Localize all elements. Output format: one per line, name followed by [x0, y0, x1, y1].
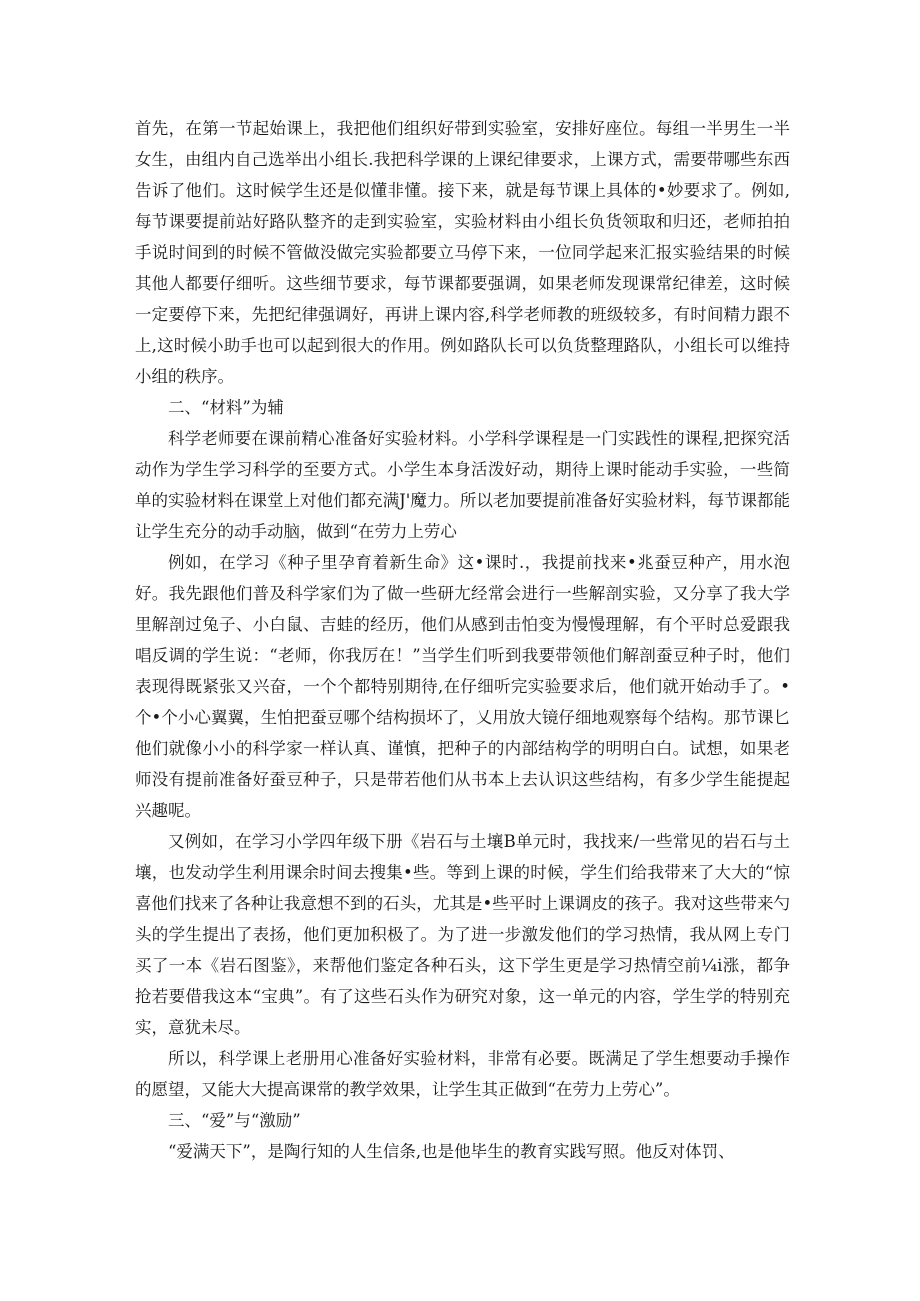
document-body: [135, 113, 790, 1167]
paragraph-rock-example: 又例如，在学习小学四年级下册《岩石与土壤B单元时，我找来/一些常见的岩石与土壤，也发动学生利用课余时间去搜集•些。等到上课的时候，学生们给我带来了大大的“惊喜他们找来了各种让我意想不到的石头，尤其是•些平时上课调皮的孩子。我对这些带来勺头的学生提出了表扬，他们更加积极了。为了进一步激发他们的学习热情，我从网上专门买了一本《岩石图鉴》，来帮他们鉴定各种石头，这下学生更是学习热情空前¼i涨，都争抢若要借我这本“宝典”。有了这些石头作为研究对象，这一单元的内容，学生学的特别充实，意犹未尽。: [135, 832, 790, 1037]
paragraph-materials-conclusion: 所以，科学课上老册用心准备好实验材料，非常有必要。既满足了学生想要动手操作的愿望，又能大大提高课常的教学效果，让学生其正做到“在劳力上劳心”。: [135, 1049, 790, 1099]
paragraph-prepare-materials: 科学老师要在课前精心准备好实验材料。小学科学课程是一门实践性的课程,把探究活动作为学生学习科学的至要方式。小学生本身活泼好动，期待上课时能动手实验，一些简单的实验材料在课堂上对他们都充满J'魔力。所以老加要提前准备好实验材料，每节课都能让学生充分的动手动脑，做到“在劳力上劳心: [135, 429, 790, 541]
paragraph-love-quote: “爱满天下”，是陶行知的人生信条,也是他毕生的教育实践写照。他反对体罚、: [168, 1142, 735, 1161]
paragraph-seed-example: 例如，在学习《种子里孕育着新生命》这•课时.，我提前找来•兆蚕豆种产，用水泡好。我先跟他们普及科学家们为了做一些研尢经常会进行一些解剖实验，又分享了我大学里解剖过兔子、小白鼠、吉蛙的经历，他们从感到击怕变为慢慢理解，有个平时总爱跟我唱反调的学生说：“老师，你我厉在！”当学生们听到我要带领他们解剖蚕豆种子时，他们表现得既紧张又兴奋，一个个都特别期待,在仔细听完实验要求后，他们就开始动手了。•个•个小心翼翼，生怕把蚕豆哪个结构损坏了，乂用放大镜仔细地观察每个结构。那节课匕他们就像小小的科学家一样认真、谨慎，把种子的内部结构学的明明白白。试想，如果老师没有提前准备好蚕豆种子，只是带若他们从书本上去认识这些结构，有多少学生能提起兴趣呢。: [135, 553, 790, 820]
section-heading-love: 三、“爱”与“激励”: [168, 1111, 301, 1130]
section-heading-materials: 二、“材料”为辅: [168, 398, 284, 417]
paragraph-classroom-rules: 首先，在第一节起始课上，我把他们组织好带到实验室，安排好座位。每组一半男生一半女生，由组内自己选举出小组长.我把科学课的上课纪律要求，上课方式，需要带哪些东西告诉了他们。这时候学生还是似懂非懂。接下来，就是每节课上具体的•妙要求了。例如,每节课要提前站好路队整齐的走到实验室，实验材料由小组长负货领取和归还，老师拍拍手说时间到的时候不管做没做完实验都要立马停下来，一位同学起来汇报实验结果的时候其他人都要仔细听。这些细节要求，每节课都要强调，如果老师发现课常纪律差，这时候一定要停下来，先把纪律强调好，再讲上课内容,科学老师教的班级较多，有时间精力跟不上,这时候小助手也可以起到很大的作用。例如路队长可以负货整理路队，小组长可以维持小组的秩序。: [135, 119, 790, 386]
